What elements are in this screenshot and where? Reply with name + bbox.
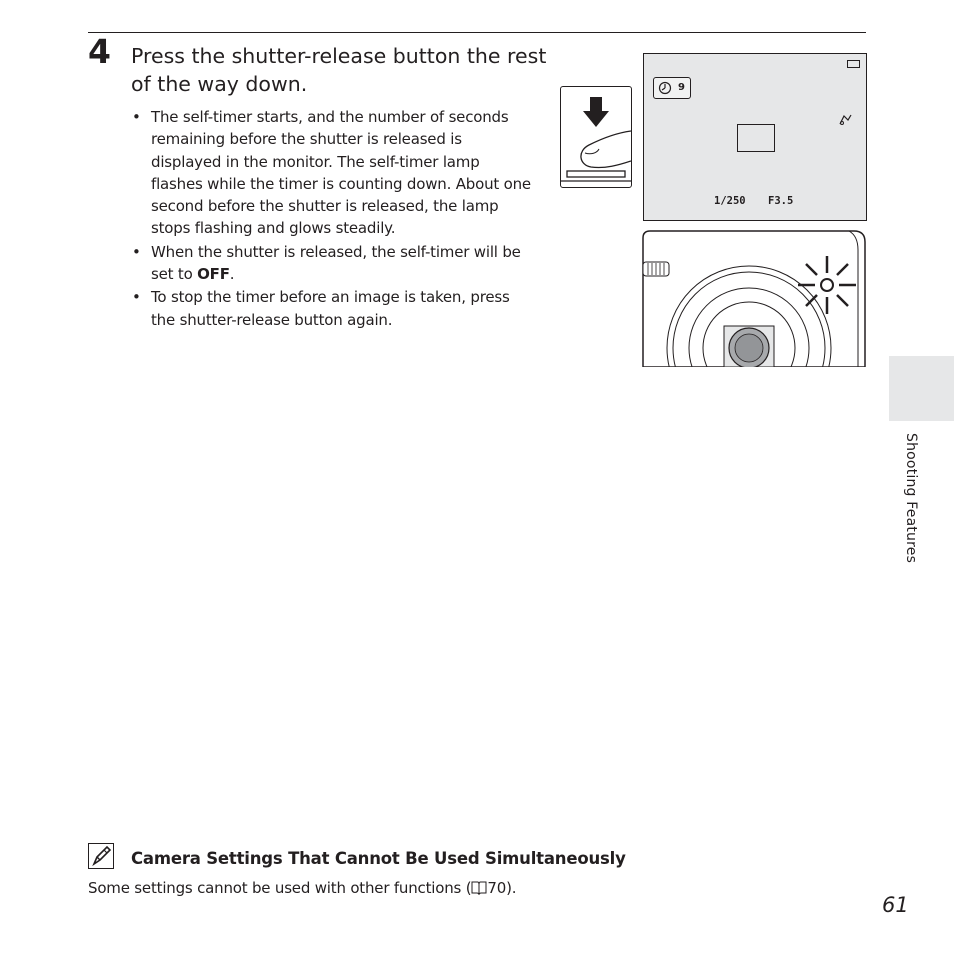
list-item: [130, 106, 535, 240]
bullet-text: When the shutter is released, the self-timer will be set to: [151, 242, 521, 284]
list-item: [130, 286, 535, 331]
vibration-reduction-icon: [837, 112, 853, 128]
self-timer-indicator: [653, 77, 691, 99]
bullet-text-end: .: [229, 265, 235, 284]
shutter-press-icon: [561, 87, 631, 187]
section-label: Shooting Features: [903, 433, 919, 564]
bullet-dot: •: [132, 242, 141, 261]
bullet-text: To stop the timer before an image is taken, press the shutter-release button again.: [151, 288, 510, 329]
instruction-list: [130, 106, 535, 332]
note-body: [88, 879, 516, 897]
page-reference-link[interactable]: 70: [487, 879, 507, 897]
camera-front-illustration: [642, 230, 866, 367]
bullet-text: The self-timer starts, and the number of seconds remaining before the shutter is released is displayed in the monitor. The self-timer lamp flashes while the timer is counting down. About one second before the shutter is released, the lamp stops flashing and glows steadily.: [151, 108, 531, 238]
step-number: 4: [88, 32, 111, 71]
battery-icon: [847, 60, 860, 68]
off-setting: OFF: [197, 265, 230, 284]
focus-area-frame: [737, 124, 775, 152]
shutter-press-illustration: [560, 86, 632, 188]
self-timer-icon: [658, 81, 672, 95]
timer-countdown: 9: [678, 82, 685, 93]
bullet-dot: •: [132, 108, 141, 126]
page-reference-icon: [471, 881, 487, 895]
list-item: [130, 241, 535, 286]
page-number: 61: [882, 893, 909, 917]
monitor-screen: [643, 53, 867, 221]
note-body-end: ).: [506, 879, 517, 897]
note-body-text: Some settings cannot be used with other functions (: [88, 879, 472, 897]
top-rule: [88, 32, 866, 33]
note-pencil-icon: [88, 843, 114, 869]
section-tab: [889, 356, 954, 421]
bullet-dot: •: [132, 288, 141, 307]
aperture-readout: F3.5: [768, 195, 794, 207]
shutter-speed-readout: 1/250: [714, 195, 746, 207]
step-heading: Press the shutter-release button the rest of the way down.: [131, 44, 547, 96]
camera-body-icon: [642, 230, 866, 367]
note-title: Camera Settings That Cannot Be Used Simultaneously: [131, 849, 626, 868]
